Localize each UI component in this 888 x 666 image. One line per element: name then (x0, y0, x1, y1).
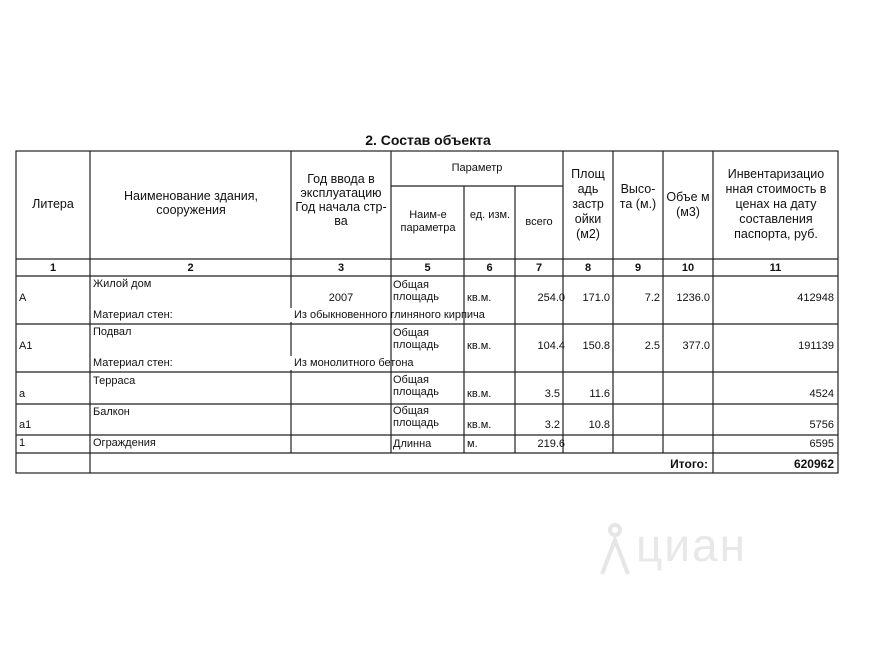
row-cost: 412948 (797, 292, 834, 304)
row-litera: А (19, 292, 27, 304)
col-number: 5 (424, 262, 431, 274)
header-param-name: Наим-е параметра (400, 209, 456, 234)
row-cost: 4524 (809, 388, 834, 400)
row-param: Общая площадь (393, 405, 439, 429)
header-cost: Инвентаризацио нная стоимость в ценах на дату составления паспорта, руб. (725, 167, 827, 241)
wall-material-value: Из обыкновенного глиняного кирпича (294, 309, 485, 321)
cian-logo-icon (598, 522, 632, 578)
wall-material-value: Из монолитного бетона (294, 357, 414, 369)
header-volume: Объе м (м3) (666, 190, 710, 219)
row-cost: 191139 (798, 340, 834, 352)
row-unit: кв.м. (467, 388, 492, 400)
row-name: Терраса (93, 375, 136, 387)
row-height: 2.5 (644, 340, 660, 352)
header-height: Высо- та (м.) (619, 182, 657, 211)
row-litera: А1 (19, 340, 33, 352)
header-area: Площ адь застр ойки (м2) (571, 167, 605, 241)
row-litera: а (19, 388, 26, 400)
col-number: 11 (769, 262, 782, 274)
col-number: 1 (49, 262, 57, 274)
row-param: Длинна (393, 438, 432, 450)
row-area: 171.0 (582, 292, 610, 304)
row-name: Жилой дом (93, 278, 152, 290)
watermark-text: циан (636, 519, 748, 571)
total-value: 620962 (793, 457, 834, 471)
col-number: 9 (634, 262, 642, 274)
row-unit: кв.м. (467, 292, 492, 304)
header-parameter: Параметр (451, 162, 503, 174)
row-litera: 1 (19, 437, 26, 449)
row-total: 104.4 (537, 340, 565, 352)
row-cost: 6595 (809, 438, 834, 450)
row-height: 7.2 (644, 292, 660, 304)
total-label: Итого: (670, 457, 708, 471)
row-cost: 5756 (809, 419, 834, 431)
row-year: 2007 (328, 292, 354, 304)
document-title: 2. Состав объекта (365, 132, 491, 148)
header-year: Год ввода в эксплуатацию Год начала стр-ва (295, 172, 387, 228)
row-param: Общая площадь (393, 327, 439, 351)
row-litera: а1 (19, 419, 32, 431)
row-param: Общая площадь (393, 374, 439, 398)
header-litera: Литера (32, 197, 74, 211)
row-area: 10.8 (588, 419, 610, 431)
row-unit: кв.м. (467, 419, 492, 431)
row-area: 11.6 (589, 388, 610, 400)
row-total: 219.6 (537, 438, 565, 450)
row-volume: 377.0 (682, 340, 710, 352)
row-volume: 1236.0 (676, 292, 710, 304)
col-number: 6 (486, 262, 493, 274)
header-name: Наименование здания, сооружения (124, 189, 258, 217)
row-total: 3.5 (544, 388, 560, 400)
row-param: Общая площадь (393, 279, 439, 303)
col-number: 8 (584, 262, 592, 274)
wall-material-label: Материал стен: (93, 357, 173, 369)
col-number: 7 (535, 262, 543, 274)
header-total: всего (525, 216, 553, 228)
wall-material-label: Материал стен: (93, 309, 173, 321)
row-unit: кв.м. (467, 340, 492, 352)
row-name: Балкон (93, 406, 130, 418)
col-number: 10 (681, 262, 695, 274)
row-name: Подвал (93, 326, 132, 338)
row-area: 150.8 (582, 340, 610, 352)
col-number: 3 (337, 262, 345, 274)
row-total: 254.0 (537, 292, 565, 304)
row-name: Ограждения (93, 437, 156, 449)
row-unit: м. (467, 438, 478, 450)
header-unit: ед. изм. (469, 209, 511, 221)
col-number: 2 (187, 262, 194, 274)
row-total: 3.2 (544, 419, 560, 431)
